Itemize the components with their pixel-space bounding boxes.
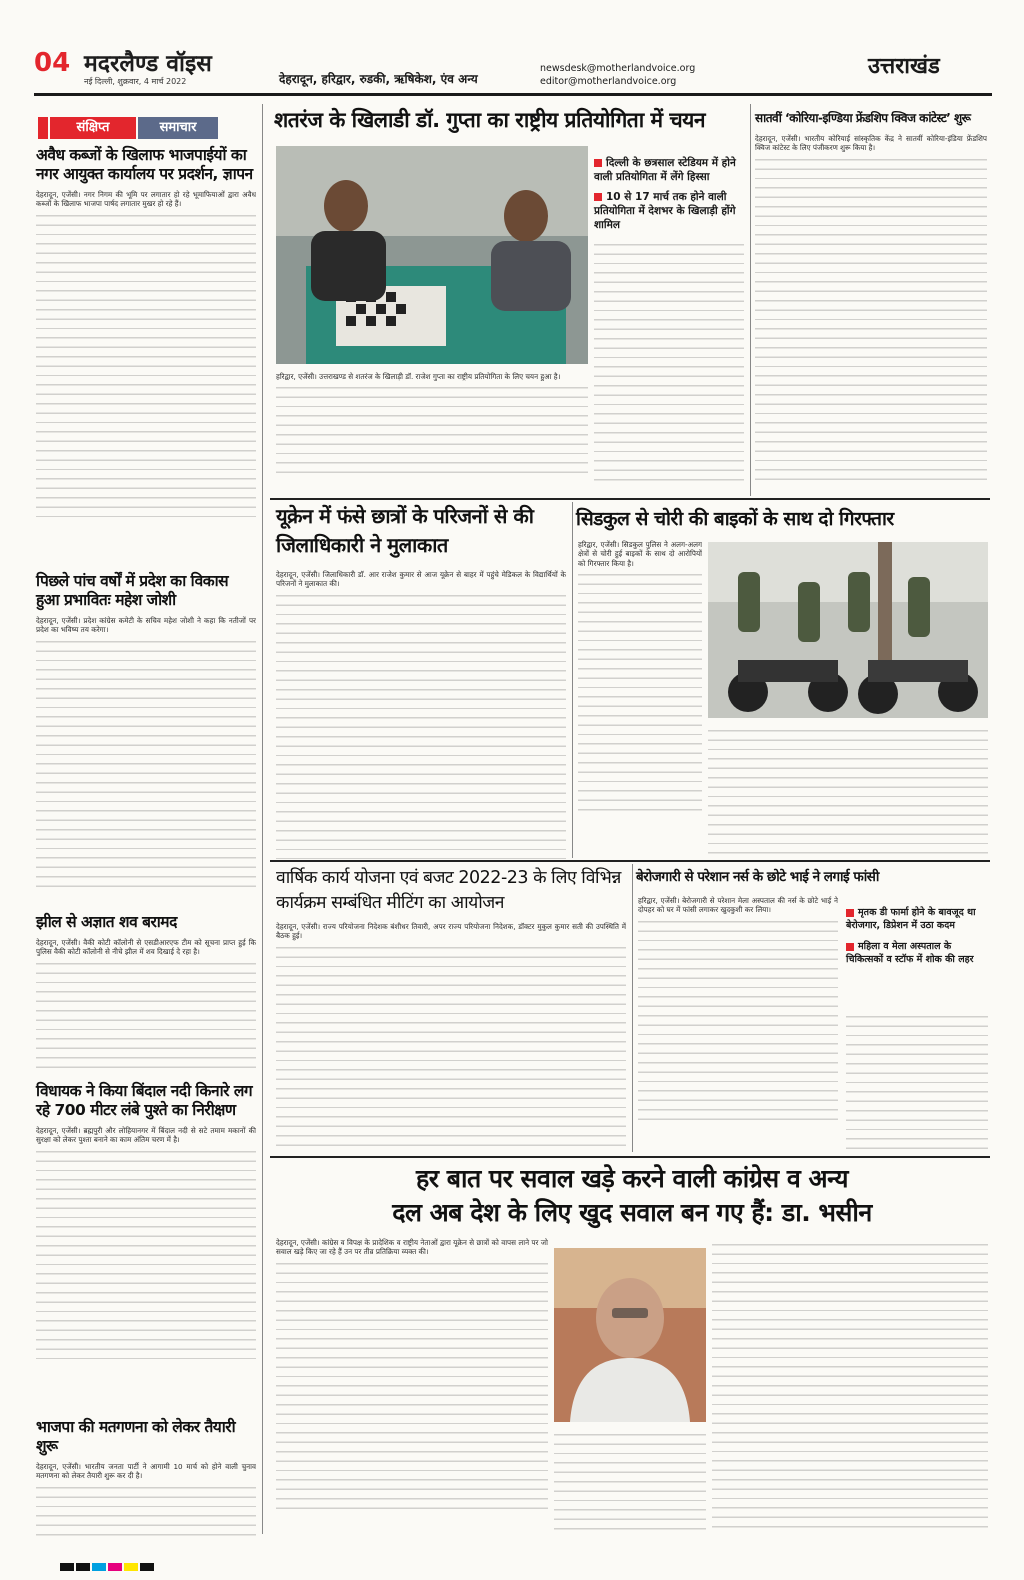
state-section-title: उत्तराखंड bbox=[868, 54, 940, 79]
bhasin-body bbox=[276, 1238, 548, 1512]
brief-item-2 bbox=[36, 572, 256, 893]
section-rule bbox=[270, 860, 990, 862]
brief-lead: देहरादून, एजेंसी। नगर निगम की भूमि पर लगातार हो रहे भूमाफियाओं द्वारा अवैध कब्जों के खिलाफ भाजपा पार्षद लगातार मुखर हो रहे हैं। bbox=[36, 190, 256, 209]
quiz-headline: सातवीं ‘कोरिया-इण्डिया फ्रेंडशिप क्विज कांटेस्ट’ शुरू bbox=[755, 111, 971, 125]
brief-body bbox=[36, 635, 256, 893]
print-registration-marks bbox=[60, 1556, 980, 1566]
bhasin-body-cols bbox=[276, 1257, 548, 1512]
quiz-lead: देहरादून, एजेंसी। भारतीय कोरियाई सांस्कृतिक केंद्र ने सातवीं कोरिया-इंडिया फ्रेंडशिप क्विज कांटेस्ट के लिए पंजीकरण शुरू किया है। bbox=[755, 134, 987, 153]
chess-body-side bbox=[594, 238, 744, 488]
brief-item-1 bbox=[36, 146, 256, 519]
brief-lead: देहरादून, एजेंसी। भारतीय जनता पार्टी ने आगामी 10 मार्च को होने वाली चुनाव मतगणना को लेकर तैयारी शुरू कर दी है। bbox=[36, 1462, 256, 1481]
column-divider bbox=[262, 104, 263, 1534]
date-line: नई दिल्ली, शुक्रवार, 4 मार्च 2022 bbox=[84, 77, 187, 86]
nurse-lead: हरिद्वार, एजेंसी। बेरोजगारी से परेशान मेला अस्पताल की नर्स के छोटे भाई ने दोपहर को घर में फांसी लगाकर खुदकुशी कर लिया। bbox=[638, 896, 838, 915]
bhasin-headline bbox=[276, 1162, 988, 1230]
nurse-highlights bbox=[846, 906, 988, 966]
brief-tab bbox=[38, 117, 246, 139]
quiz-body bbox=[755, 134, 987, 483]
brief-lead: देहरादून, एजेंसी। प्रदेश कांग्रेस कमेटी के सचिव महेश जोशी ने कहा कि नतीजों पर प्रदेश का भविष्य तय करेगा। bbox=[36, 616, 256, 635]
bhasin-portrait bbox=[554, 1248, 706, 1422]
bhasin-headline-line-1: हर बात पर सवाल खड़े करने वाली कांग्रेस व अन्य bbox=[416, 1164, 848, 1193]
column-divider bbox=[572, 502, 573, 858]
page-number: 04 bbox=[34, 48, 71, 78]
brief-item-3 bbox=[36, 913, 256, 1073]
bullet-square-icon bbox=[594, 159, 602, 167]
brief-headline: भाजपा की मतगणना को लेकर तैयारी शुरू bbox=[36, 1418, 236, 1455]
newsdesk-email[interactable]: newsdesk@motherlandvoice.org bbox=[540, 63, 696, 74]
contact-emails bbox=[540, 62, 695, 88]
ukraine-body bbox=[276, 570, 566, 859]
nurse-bullet-2: महिला व मेला अस्पताल के चिकित्सकों व स्टॉफ में शोक की लहर bbox=[846, 941, 974, 965]
chess-photo bbox=[276, 146, 588, 364]
column-divider bbox=[750, 104, 751, 496]
brief-lead: देहरादून, एजेंसी। वैकी कोटी कॉलोनी से एसडीआरएफ टीम को सूचना प्राप्त हुई कि पुलिस वैकी कोटी कॉलोनी से नीचे झील में शव दिखाई दे रहा है। bbox=[36, 938, 256, 957]
bhasin-headline-line-2: दल अब देश के लिए खुद सवाल बन गए हैं: डा. भसीन bbox=[392, 1198, 872, 1227]
budget-body bbox=[276, 922, 626, 1151]
brief-item-5 bbox=[36, 1418, 256, 1541]
nurse-bullet-1: मृतक डी फार्मा होने के बावजूद था बेरोजगार, डिप्रेशन में उठा कदम bbox=[846, 907, 976, 931]
brief-tab-1: संक्षिप्त bbox=[50, 117, 136, 139]
brief-item-4 bbox=[36, 1082, 256, 1365]
nurse-body-text bbox=[638, 915, 838, 1125]
brief-headline: अवैध कब्जों के खिलाफ भाजपाईयों का नगर आयुक्त कार्यालय पर प्रदर्शन, ज्ञापन bbox=[36, 146, 253, 183]
sidcul-body-text bbox=[578, 568, 702, 818]
chess-body-cols bbox=[276, 381, 588, 481]
brief-headline: पिछले पांच वर्षों में प्रदेश का विकास हुआ प्रभावितः महेश जोशी bbox=[36, 572, 229, 609]
brief-headline: झील से अज्ञात शव बरामद bbox=[36, 913, 177, 931]
budget-headline: वार्षिक कार्य योजना एवं बजट 2022-23 के लिए विभिन्न कार्यक्रम सम्बंधित मीटिंग का आयोजन bbox=[276, 868, 621, 913]
bhasin-lead: देहरादून, एजेंसी। कांग्रेस व विपक्ष के प्रादेशिक व राष्ट्रीय नेताओं द्वारा यूक्रेन से छात्रों को वापस लाने पर जो सवाल खड़े किए जा रहे हैं उन पर तीव्र प्रतिक्रिया व्यक्त की। bbox=[276, 1238, 548, 1257]
nurse-body-side bbox=[846, 1010, 988, 1150]
ukraine-body-cols bbox=[276, 589, 566, 859]
ukraine-lead: देहरादून, एजेंसी। जिलाधिकारी डॉ. आर राजेश कुमार से आज यूक्रेन से बाहर में पहुंचे मेडिकल के विद्यार्थियों के परिजनों ने मुलाकात की। bbox=[276, 570, 566, 589]
newspaper-brand: मदरलैण्ड वॉइस bbox=[84, 50, 212, 77]
bhasin-body-under-photo bbox=[554, 1428, 706, 1530]
budget-lead: देहरादून, एजेंसी। राज्य परियोजना निदेशक बंशीधर तिवारी, अपर राज्य परियोजना निदेशक, डॉक्टर मुकुल कुमार सती की उपस्थिति में बैठक हुई। bbox=[276, 922, 626, 941]
column-divider bbox=[632, 864, 633, 1152]
section-rule bbox=[270, 498, 990, 500]
edition-cities: देहरादून, हरिद्वार, रुडकी, ऋषिकेश, एंव अन्य bbox=[279, 72, 478, 86]
bhasin-body-right bbox=[712, 1238, 988, 1530]
ukraine-headline: यूक्रेन में फंसे छात्रों के परिजनों से की जिलाधिकारी ने मुलाकात bbox=[276, 504, 534, 557]
chess-lead: हरिद्वार, एजेंसी। उत्तराखण्ड से शतरंज के खिलाड़ी डॉ. राजेश गुप्ता का राष्ट्रीय प्रतियोगिता के लिए चयन हुआ है। bbox=[276, 372, 561, 381]
section-rule bbox=[270, 1156, 990, 1158]
nurse-headline: बेरोजगारी से परेशान नर्स के छोटे भाई ने लगाई फांसी bbox=[636, 869, 879, 885]
nurse-body bbox=[638, 896, 838, 1125]
chess-headline: शतरंज के खिलाडी डॉ. गुप्ता का राष्ट्रीय प्रतियोगिता में चयन bbox=[274, 108, 706, 132]
sidcul-photo bbox=[708, 542, 988, 718]
chess-bullet-2: 10 से 17 मार्च तक होने वाली प्रतियोगिता में देशभर के खिलाड़ी होंगे शामिल bbox=[594, 191, 736, 231]
brief-body bbox=[36, 209, 256, 519]
masthead-rule bbox=[34, 93, 992, 96]
bullet-square-icon bbox=[846, 909, 854, 917]
budget-body-cols bbox=[276, 941, 626, 1151]
brief-lead: देहरादून, एजेंसी। ब्रह्मपुरी और लोहियानगर में बिंदाल नदी से सटे तमाम मकानों की सुरक्षा को लेकर पुश्ता बनाने का काम अंतिम चरण में है। bbox=[36, 1126, 256, 1145]
brief-body bbox=[36, 1481, 256, 1541]
chess-bullet-1: दिल्ली के छत्रसाल स्टेडियम में होने वाली प्रतियोगिता में लेंगे हिस्सा bbox=[594, 157, 736, 183]
brief-tab-2: समाचार bbox=[138, 117, 218, 139]
chess-body bbox=[276, 372, 588, 481]
sidcul-headline: सिडकुल से चोरी की बाइकों के साथ दो गिरफ्तार bbox=[576, 508, 894, 530]
bullet-square-icon bbox=[594, 193, 602, 201]
sidcul-lead: हरिद्वार, एजेंसी। सिडकुल पुलिस ने अलग-अलग क्षेत्रों से चोरी हुई बाइकों के साथ दो आरोपियों को गिरफ्तार किया है। bbox=[578, 540, 702, 568]
sidcul-body bbox=[578, 540, 702, 818]
editor-email[interactable]: editor@motherlandvoice.org bbox=[540, 76, 677, 87]
sidcul-body-lower bbox=[708, 724, 988, 854]
brief-body bbox=[36, 957, 256, 1073]
brief-body bbox=[36, 1145, 256, 1365]
brief-headline: विधायक ने किया बिंदाल नदी किनारे लग रहे 700 मीटर लंबे पुश्ते का निरीक्षण bbox=[36, 1082, 253, 1119]
quiz-body-text bbox=[755, 153, 987, 483]
chess-highlights bbox=[594, 156, 744, 232]
bullet-square-icon bbox=[846, 943, 854, 951]
